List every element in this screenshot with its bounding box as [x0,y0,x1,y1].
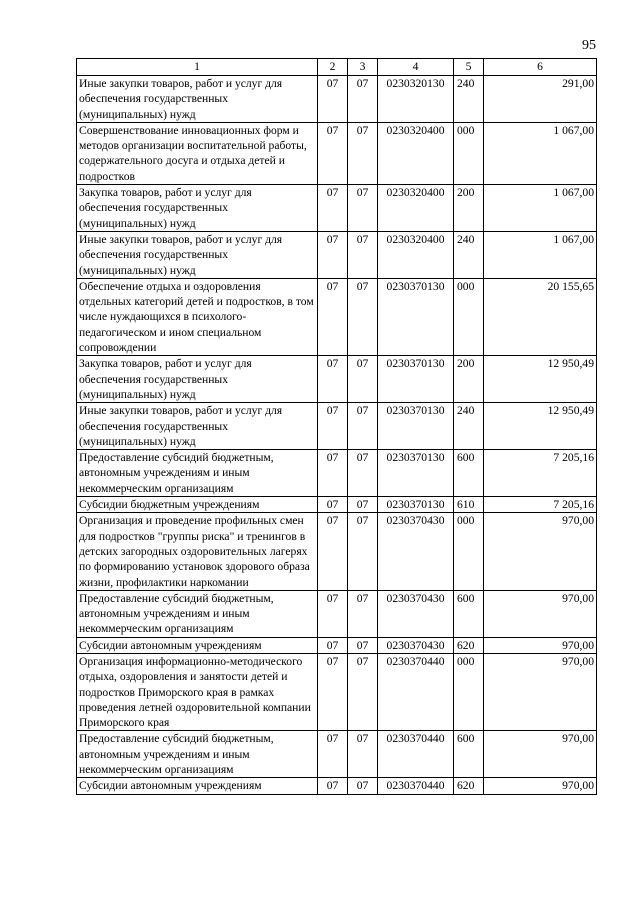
row-target-article: 0230370440 [378,731,454,778]
row-subsection: 07 [348,513,378,590]
page-number: 95 [582,38,596,53]
row-amount: 1 067,00 [484,185,597,232]
row-section: 07 [318,513,348,590]
row-section: 07 [318,122,348,184]
row-subsection: 07 [348,278,378,355]
row-section: 07 [318,356,348,403]
table-row [77,778,597,794]
row-amount: 970,00 [484,590,597,637]
row-amount: 970,00 [484,731,597,778]
row-expense-type: 600 [454,731,484,778]
row-name: Обеспечение отдыха и оздоровления отдельных категорий детей и подростков, в том числе нуждающихся в психолого-педагогическом и ином специальном сопровождении [77,278,318,355]
row-name: Субсидии автономным учреждениям [77,637,318,653]
row-subsection: 07 [348,356,378,403]
table-row [77,590,597,637]
row-target-article: 0230370130 [378,497,454,513]
row-expense-type: 240 [454,403,484,450]
column-header-5: 5 [454,59,484,76]
column-header-1: 1 [77,59,318,76]
row-name: Закупка товаров, работ и услуг для обеспечения государственных (муниципальных) нужд [77,356,318,403]
row-section: 07 [318,450,348,497]
row-name: Иные закупки товаров, работ и услуг для обеспечения государственных (муниципальных) нужд [77,76,318,123]
table-row [77,356,597,403]
row-section: 07 [318,76,348,123]
table-row [77,731,597,778]
row-subsection: 07 [348,778,378,794]
table-row [77,231,597,278]
row-subsection: 07 [348,731,378,778]
table-row [77,278,597,355]
row-name: Организация и проведение профильных смен для подростков "группы риска" и тренингов в детских загородных оздоровительных лагерях по формированию установок здорового образа жизни, профилактики наркомании [77,513,318,590]
row-section: 07 [318,731,348,778]
row-target-article: 0230320130 [378,76,454,123]
row-section: 07 [318,778,348,794]
row-name: Субсидии автономным учреждениям [77,778,318,794]
row-target-article: 0230320400 [378,231,454,278]
table-row [77,76,597,123]
row-target-article: 0230370440 [378,778,454,794]
row-expense-type: 620 [454,778,484,794]
row-amount: 1 067,00 [484,231,597,278]
table-row [77,403,597,450]
row-name: Предоставление субсидий бюджетным, автономным учреждениям и иным некоммерческим организациям [77,731,318,778]
row-expense-type: 610 [454,497,484,513]
row-section: 07 [318,185,348,232]
row-subsection: 07 [348,590,378,637]
row-name: Предоставление субсидий бюджетным, автономным учреждениям и иным некоммерческим организациям [77,450,318,497]
row-section: 07 [318,590,348,637]
row-expense-type: 620 [454,637,484,653]
row-target-article: 0230320400 [378,185,454,232]
row-subsection: 07 [348,76,378,123]
table-row [77,637,597,653]
row-amount: 970,00 [484,653,597,730]
row-amount: 20 155,65 [484,278,597,355]
row-target-article: 0230370430 [378,513,454,590]
row-expense-type: 240 [454,231,484,278]
row-expense-type: 200 [454,356,484,403]
row-name: Предоставление субсидий бюджетным, автономным учреждениям и иным некоммерческим организациям [77,590,318,637]
row-subsection: 07 [348,450,378,497]
row-subsection: 07 [348,497,378,513]
row-subsection: 07 [348,122,378,184]
column-header-2: 2 [318,59,348,76]
row-name: Иные закупки товаров, работ и услуг для обеспечения государственных (муниципальных) нужд [77,403,318,450]
row-target-article: 0230370430 [378,637,454,653]
row-amount: 970,00 [484,637,597,653]
row-subsection: 07 [348,653,378,730]
row-expense-type: 000 [454,653,484,730]
table-row [77,497,597,513]
table-row [77,122,597,184]
row-name: Субсидии бюджетным учреждениям [77,497,318,513]
table-row [77,185,597,232]
row-target-article: 0230370440 [378,653,454,730]
row-amount: 12 950,49 [484,356,597,403]
row-section: 07 [318,403,348,450]
row-expense-type: 600 [454,590,484,637]
column-header-4: 4 [378,59,454,76]
table-row [77,513,597,590]
row-expense-type: 000 [454,122,484,184]
row-section: 07 [318,231,348,278]
row-section: 07 [318,278,348,355]
row-subsection: 07 [348,185,378,232]
row-name: Иные закупки товаров, работ и услуг для обеспечения государственных (муниципальных) нужд [77,231,318,278]
column-header-3: 3 [348,59,378,76]
row-amount: 1 067,00 [484,122,597,184]
row-expense-type: 000 [454,513,484,590]
row-name: Организация информационно-методического отдыха, оздоровления и занятости детей и подростков Приморского края в рамках проведения летней оздоровительной компании Приморского края [77,653,318,730]
row-expense-type: 240 [454,76,484,123]
row-expense-type: 000 [454,278,484,355]
row-target-article: 0230370130 [378,278,454,355]
row-amount: 970,00 [484,513,597,590]
row-subsection: 07 [348,637,378,653]
row-target-article: 0230370130 [378,450,454,497]
table-row [77,450,597,497]
row-amount: 970,00 [484,778,597,794]
row-amount: 7 205,16 [484,450,597,497]
budget-table [76,58,597,795]
row-expense-type: 200 [454,185,484,232]
row-amount: 7 205,16 [484,497,597,513]
row-subsection: 07 [348,231,378,278]
column-header-6: 6 [484,59,597,76]
table-header-row [77,59,597,76]
row-expense-type: 600 [454,450,484,497]
row-amount: 12 950,49 [484,403,597,450]
row-target-article: 0230370130 [378,356,454,403]
row-name: Совершенствование инновационных форм и методов организации воспитательной работы, содержательного досуга и отдыха детей и подростков [77,122,318,184]
row-name: Закупка товаров, работ и услуг для обеспечения государственных (муниципальных) нужд [77,185,318,232]
row-target-article: 0230320400 [378,122,454,184]
row-target-article: 0230370430 [378,590,454,637]
row-amount: 291,00 [484,76,597,123]
row-section: 07 [318,637,348,653]
row-section: 07 [318,497,348,513]
row-section: 07 [318,653,348,730]
row-subsection: 07 [348,403,378,450]
row-target-article: 0230370130 [378,403,454,450]
table-row [77,653,597,730]
